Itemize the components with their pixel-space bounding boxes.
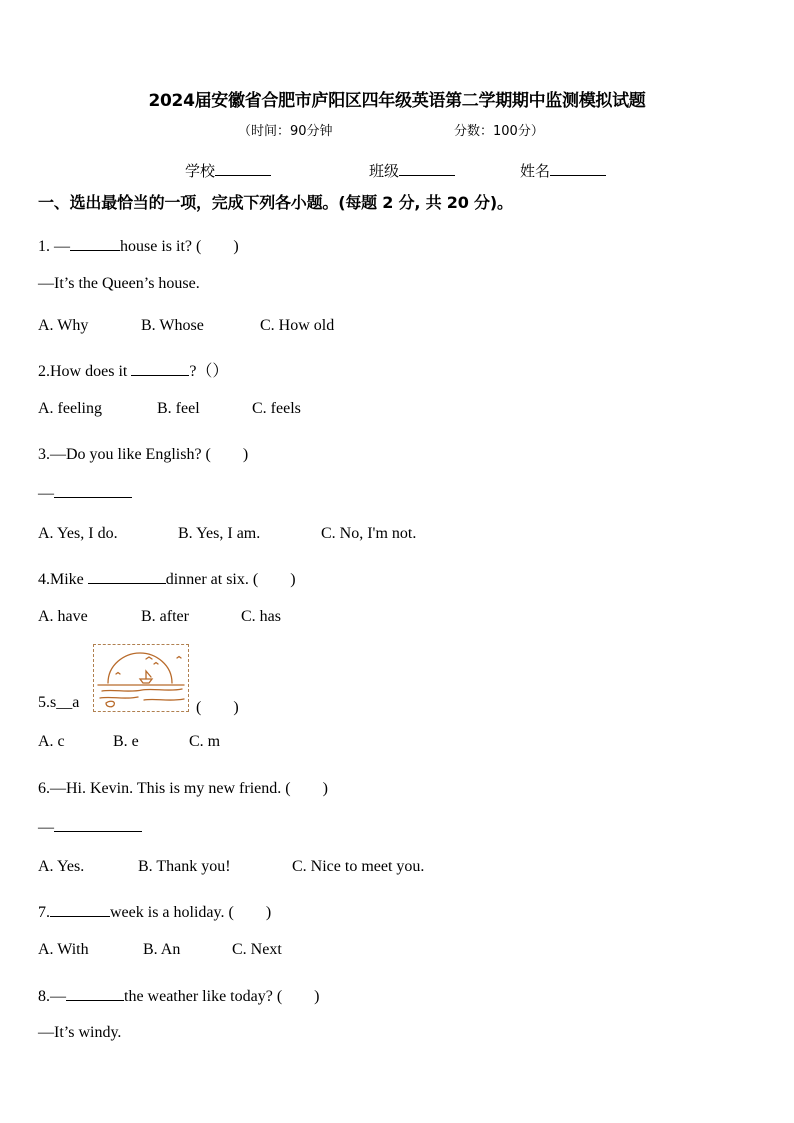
option-a[interactable]: A. feeling xyxy=(38,400,102,417)
option-c[interactable]: C. Next xyxy=(232,941,282,958)
question-6-reply: — xyxy=(38,817,142,837)
option-c[interactable]: C. has xyxy=(241,608,281,625)
question-7: 7. week is a holiday. ( ) xyxy=(38,904,272,921)
option-b[interactable]: B. An xyxy=(143,941,181,958)
school-field[interactable] xyxy=(185,160,271,181)
question-1: 1. — house is it? ( ) xyxy=(38,238,239,255)
option-c[interactable]: C. feels xyxy=(252,400,301,417)
answer-blank[interactable] xyxy=(54,817,142,832)
option-a[interactable]: A. c xyxy=(38,733,65,750)
sea-picture xyxy=(93,644,189,712)
option-b[interactable]: B. after xyxy=(141,608,189,625)
question-6: 6.—Hi. Kevin. This is my new friend. ( ) xyxy=(38,780,328,797)
question-5: 5.s__a xyxy=(38,694,80,711)
question-3-reply: — xyxy=(38,483,132,503)
question-1-reply: —It’s the Queen’s house. xyxy=(38,275,200,292)
option-a[interactable]: A. Why xyxy=(38,317,89,334)
option-b[interactable]: B. e xyxy=(113,733,139,750)
answer-blank[interactable] xyxy=(50,902,110,917)
option-c[interactable]: C. Nice to meet you. xyxy=(292,858,425,875)
option-b[interactable]: B. Thank you! xyxy=(138,858,231,875)
exam-time: （时间：90分钟 xyxy=(238,124,333,139)
option-b[interactable]: B. feel xyxy=(157,400,200,417)
school-label: 学校 xyxy=(185,162,216,180)
page-title: 2024届安徽省合肥市庐阳区四年级英语第二学期期中监测模拟试题 xyxy=(148,91,646,111)
section-heading: 一、选出最恰当的一项，完成下列各小题。(每题 2 分, 共 20 分)。 xyxy=(38,193,513,212)
answer-blank[interactable] xyxy=(88,569,166,584)
question-8-reply: —It’s windy. xyxy=(38,1024,122,1041)
exam-score: 分数：100分） xyxy=(454,124,544,139)
option-a[interactable]: A. Yes. xyxy=(38,858,85,875)
question-8: 8.— the weather like today? ( ) xyxy=(38,988,320,1005)
class-label: 班级 xyxy=(369,162,400,180)
class-field[interactable] xyxy=(369,160,455,181)
option-a[interactable]: A. Yes, I do. xyxy=(38,525,118,542)
name-label: 姓名 xyxy=(520,162,551,180)
question-5-paren: ( ) xyxy=(196,699,239,716)
name-field[interactable] xyxy=(520,160,606,181)
option-c[interactable]: C. How old xyxy=(260,317,335,334)
option-a[interactable]: A. have xyxy=(38,608,88,625)
answer-blank[interactable] xyxy=(70,236,120,251)
answer-blank[interactable] xyxy=(54,483,132,498)
option-c[interactable]: C. m xyxy=(189,733,221,750)
sea-sunset-icon xyxy=(94,645,188,711)
answer-blank[interactable] xyxy=(131,361,189,376)
question-2: 2.How does it ?（） xyxy=(38,363,229,380)
question-4: 4.Mike dinner at six. ( ) xyxy=(38,571,296,588)
option-c[interactable]: C. No, I'm not. xyxy=(321,525,417,542)
option-b[interactable]: B. Yes, I am. xyxy=(178,525,261,542)
question-3: 3.—Do you like English? ( ) xyxy=(38,446,249,463)
answer-blank[interactable] xyxy=(66,986,124,1001)
option-b[interactable]: B. Whose xyxy=(141,317,204,334)
option-a[interactable]: A. With xyxy=(38,941,89,958)
